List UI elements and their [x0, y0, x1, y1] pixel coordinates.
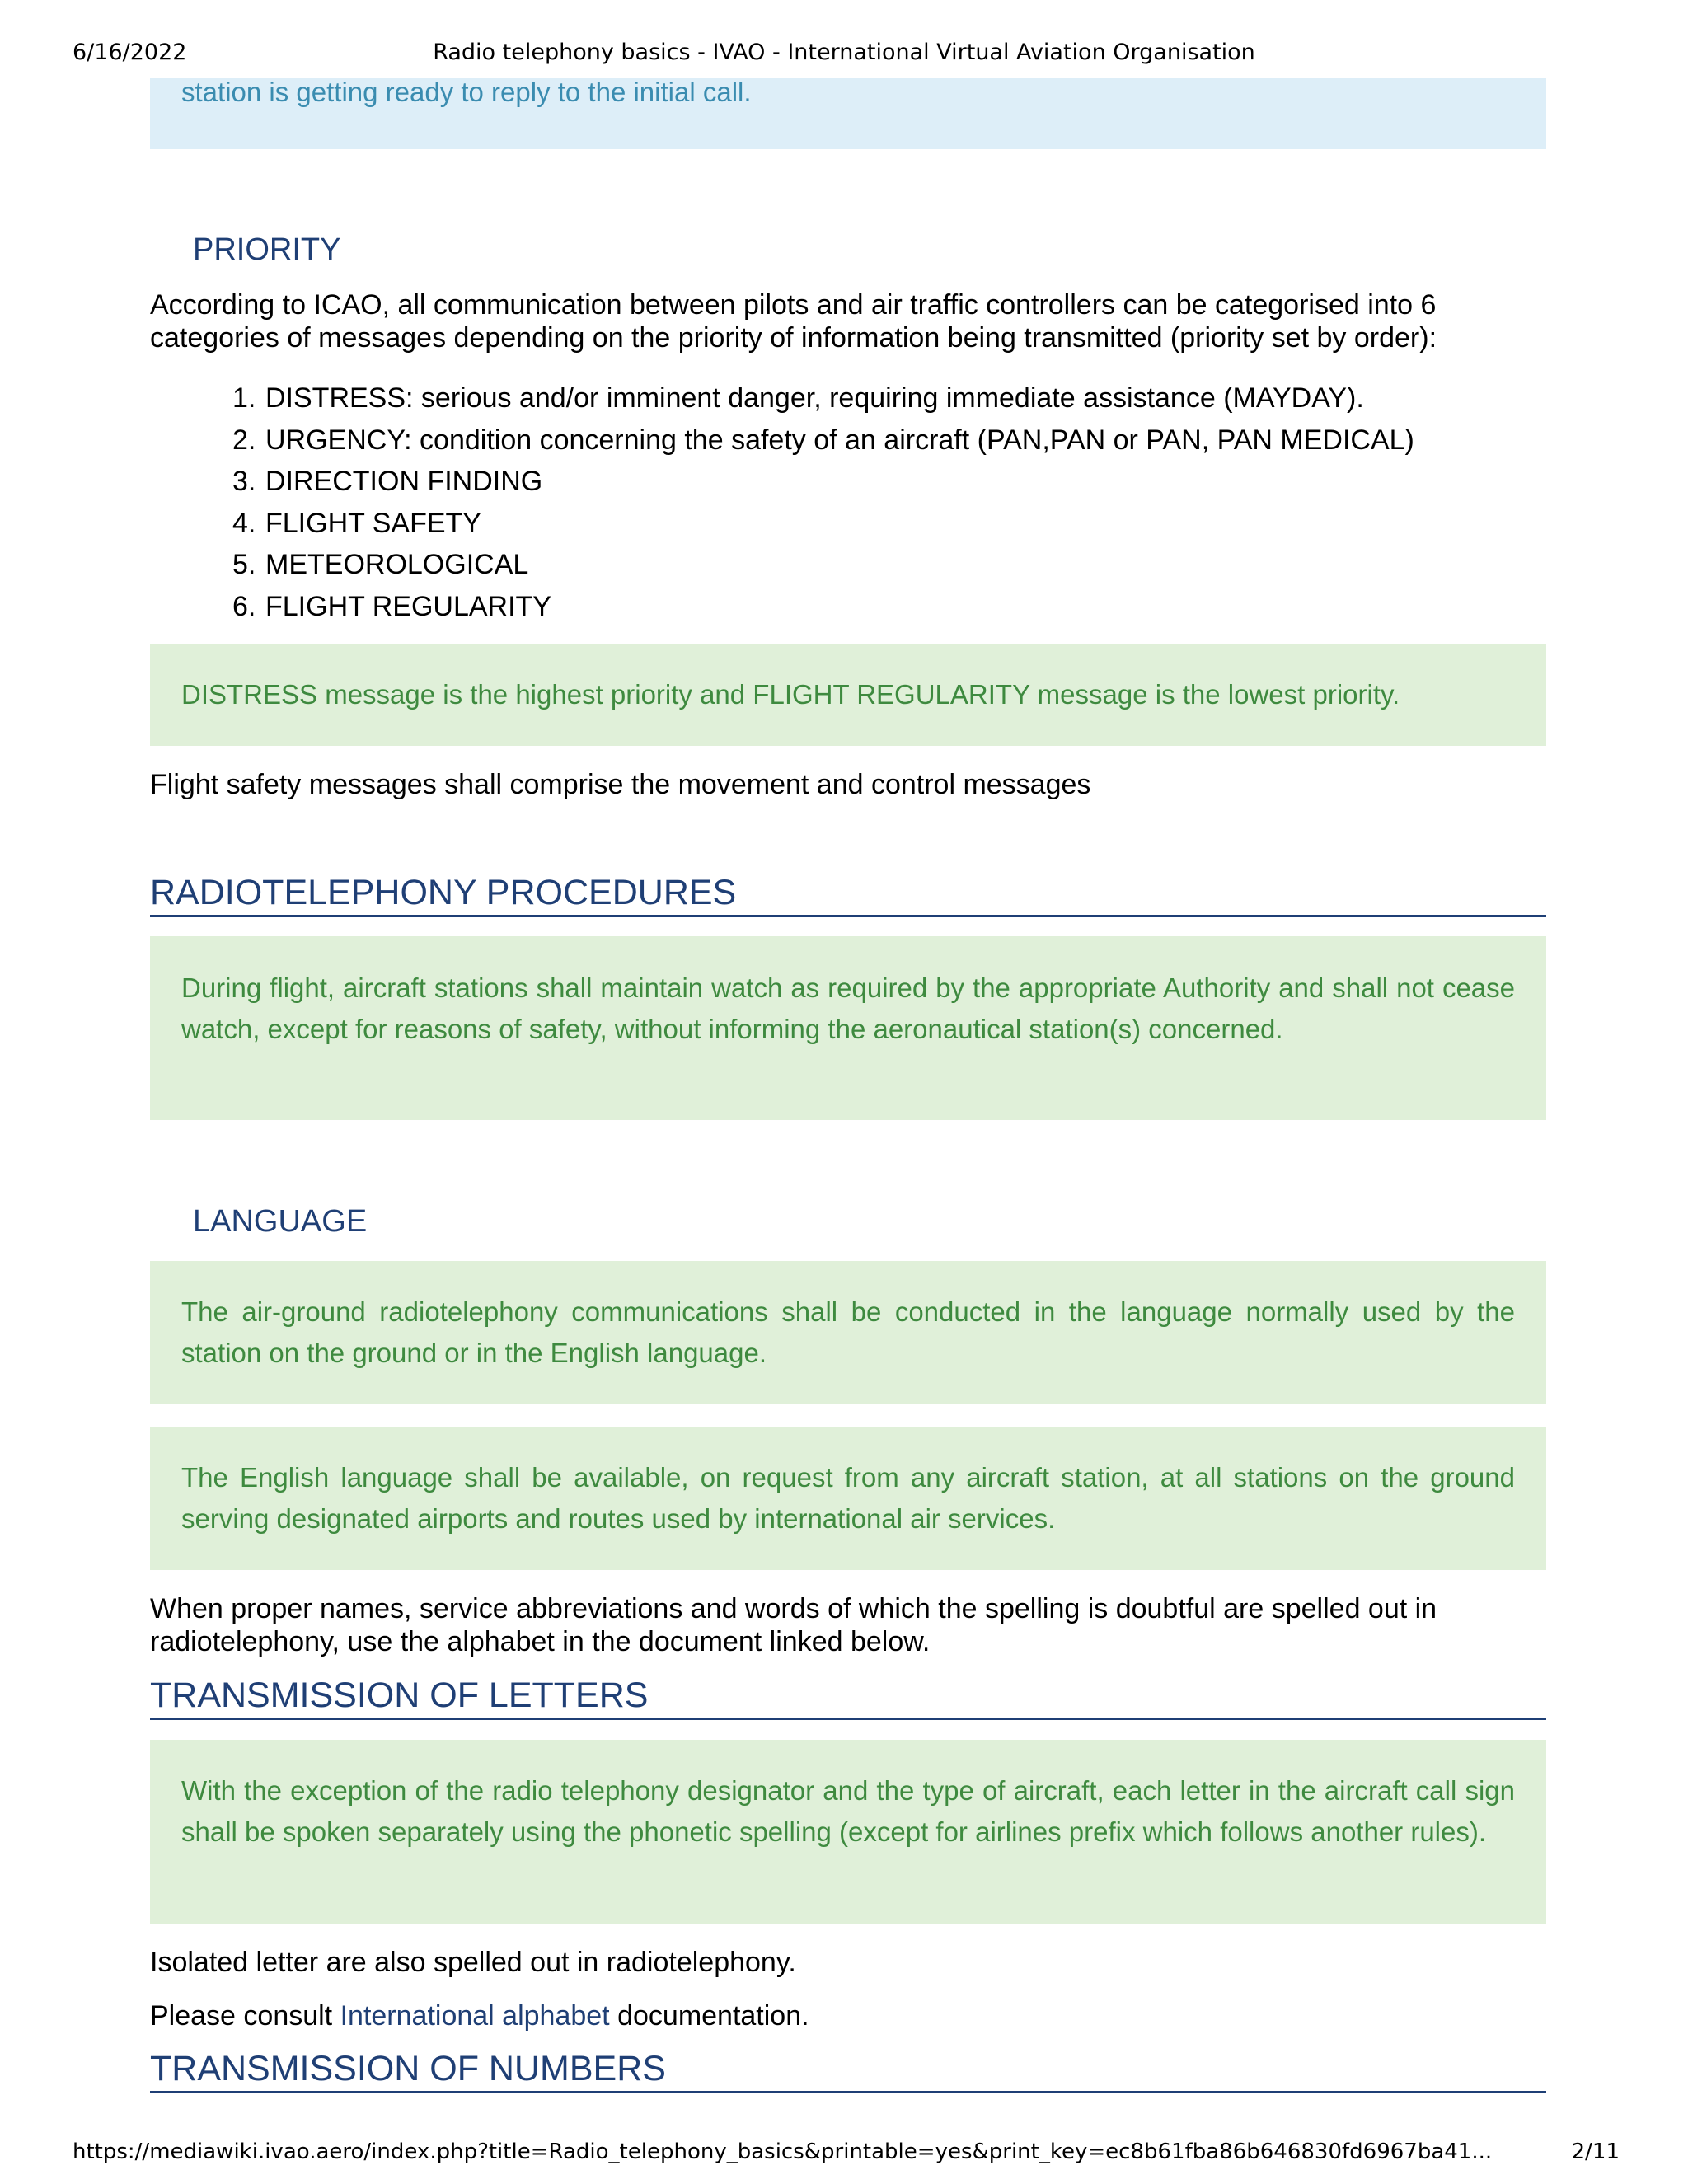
list-item: 6. FLIGHT REGULARITY [232, 590, 551, 622]
print-url: https://mediawiki.ivao.aero/index.php?title=Radio_telephony_basics&printable=yes&print_key=ec8b61fba86b646830fd6967ba41... [73, 2139, 1493, 2164]
language-note-1 [150, 1261, 1546, 1404]
consult-text: Please consult International alphabet documentation. [150, 2000, 809, 2032]
letters-note [150, 1740, 1546, 1924]
transmission-of-numbers-heading: TRANSMISSION OF NUMBERS [150, 2048, 1546, 2093]
language-note-2 [150, 1427, 1546, 1570]
info-box-continuation [150, 78, 1546, 149]
language-note-1-text: The air-ground radiotelephony communications shall be conducted in the language normally used by the station on the ground or in the English language. [181, 1296, 1515, 1368]
info-box-text: station is getting ready to reply to the initial call. [181, 77, 752, 107]
language-note-2-text: The English language shall be available, on request from any aircraft station, at all stations on the ground serving designated airports and routes used by international air services. [181, 1462, 1515, 1534]
priority-intro: According to ICAO, all communication between pilots and air traffic controllers can be categorised into 6 categories of messages depending on the priority of information being transmitted (priority set by order): [150, 289, 1437, 354]
priority-heading: PRIORITY [193, 232, 341, 267]
letters-note-text: With the exception of the radio telephony designator and the type of aircraft, each letter in the aircraft call sign shall be spoken separately using the phonetic spelling (except for airlines prefix which follows another rules). [181, 1775, 1515, 1847]
print-date: 6/16/2022 [73, 40, 187, 65]
priority-note [150, 644, 1546, 746]
flight-safety-text: Flight safety messages shall comprise the movement and control messages [150, 769, 1091, 800]
list-item: 3. DIRECTION FINDING [232, 466, 543, 497]
international-alphabet-link[interactable]: International alphabet [340, 2000, 610, 2032]
print-title: Radio telephony basics - IVAO - International Virtual Aviation Organisation [433, 40, 1255, 65]
radiotelephony-procedures-heading: RADIOTELEPHONY PROCEDURES [150, 872, 1546, 917]
isolated-letter-text: Isolated letter are also spelled out in radiotelephony. [150, 1947, 796, 1978]
print-footer [0, 2139, 1688, 2184]
procedures-note [150, 936, 1546, 1120]
priority-note-text: DISTRESS message is the highest priority and FLIGHT REGULARITY message is the lowest priority. [181, 679, 1400, 710]
priority-list [232, 377, 1414, 627]
spelling-text: When proper names, service abbreviations and words of which the spelling is doubtful are spelled out in radiotelephony, use the alphabet in the document linked below. [150, 1593, 1437, 1657]
transmission-of-letters-heading: TRANSMISSION OF LETTERS [150, 1675, 1546, 1720]
list-item: 4. FLIGHT SAFETY [232, 507, 481, 539]
print-header [0, 0, 1688, 78]
list-item: 2. URGENCY: condition concerning the safety of an aircraft (PAN,PAN or PAN, PAN MEDICAL) [232, 424, 1414, 456]
list-item: 5. METEOROLOGICAL [232, 549, 529, 580]
page-number: 2/11 [1571, 2139, 1620, 2164]
procedures-note-text: During flight, aircraft stations shall maintain watch as required by the appropriate Authority and shall not cease watch, except for reasons of safety, without informing the aeronautical station(s) concerned. [181, 972, 1515, 1044]
list-item: 1. DISTRESS: serious and/or imminent danger, requiring immediate assistance (MAYDAY). [232, 382, 1364, 414]
language-heading: LANGUAGE [193, 1204, 368, 1239]
